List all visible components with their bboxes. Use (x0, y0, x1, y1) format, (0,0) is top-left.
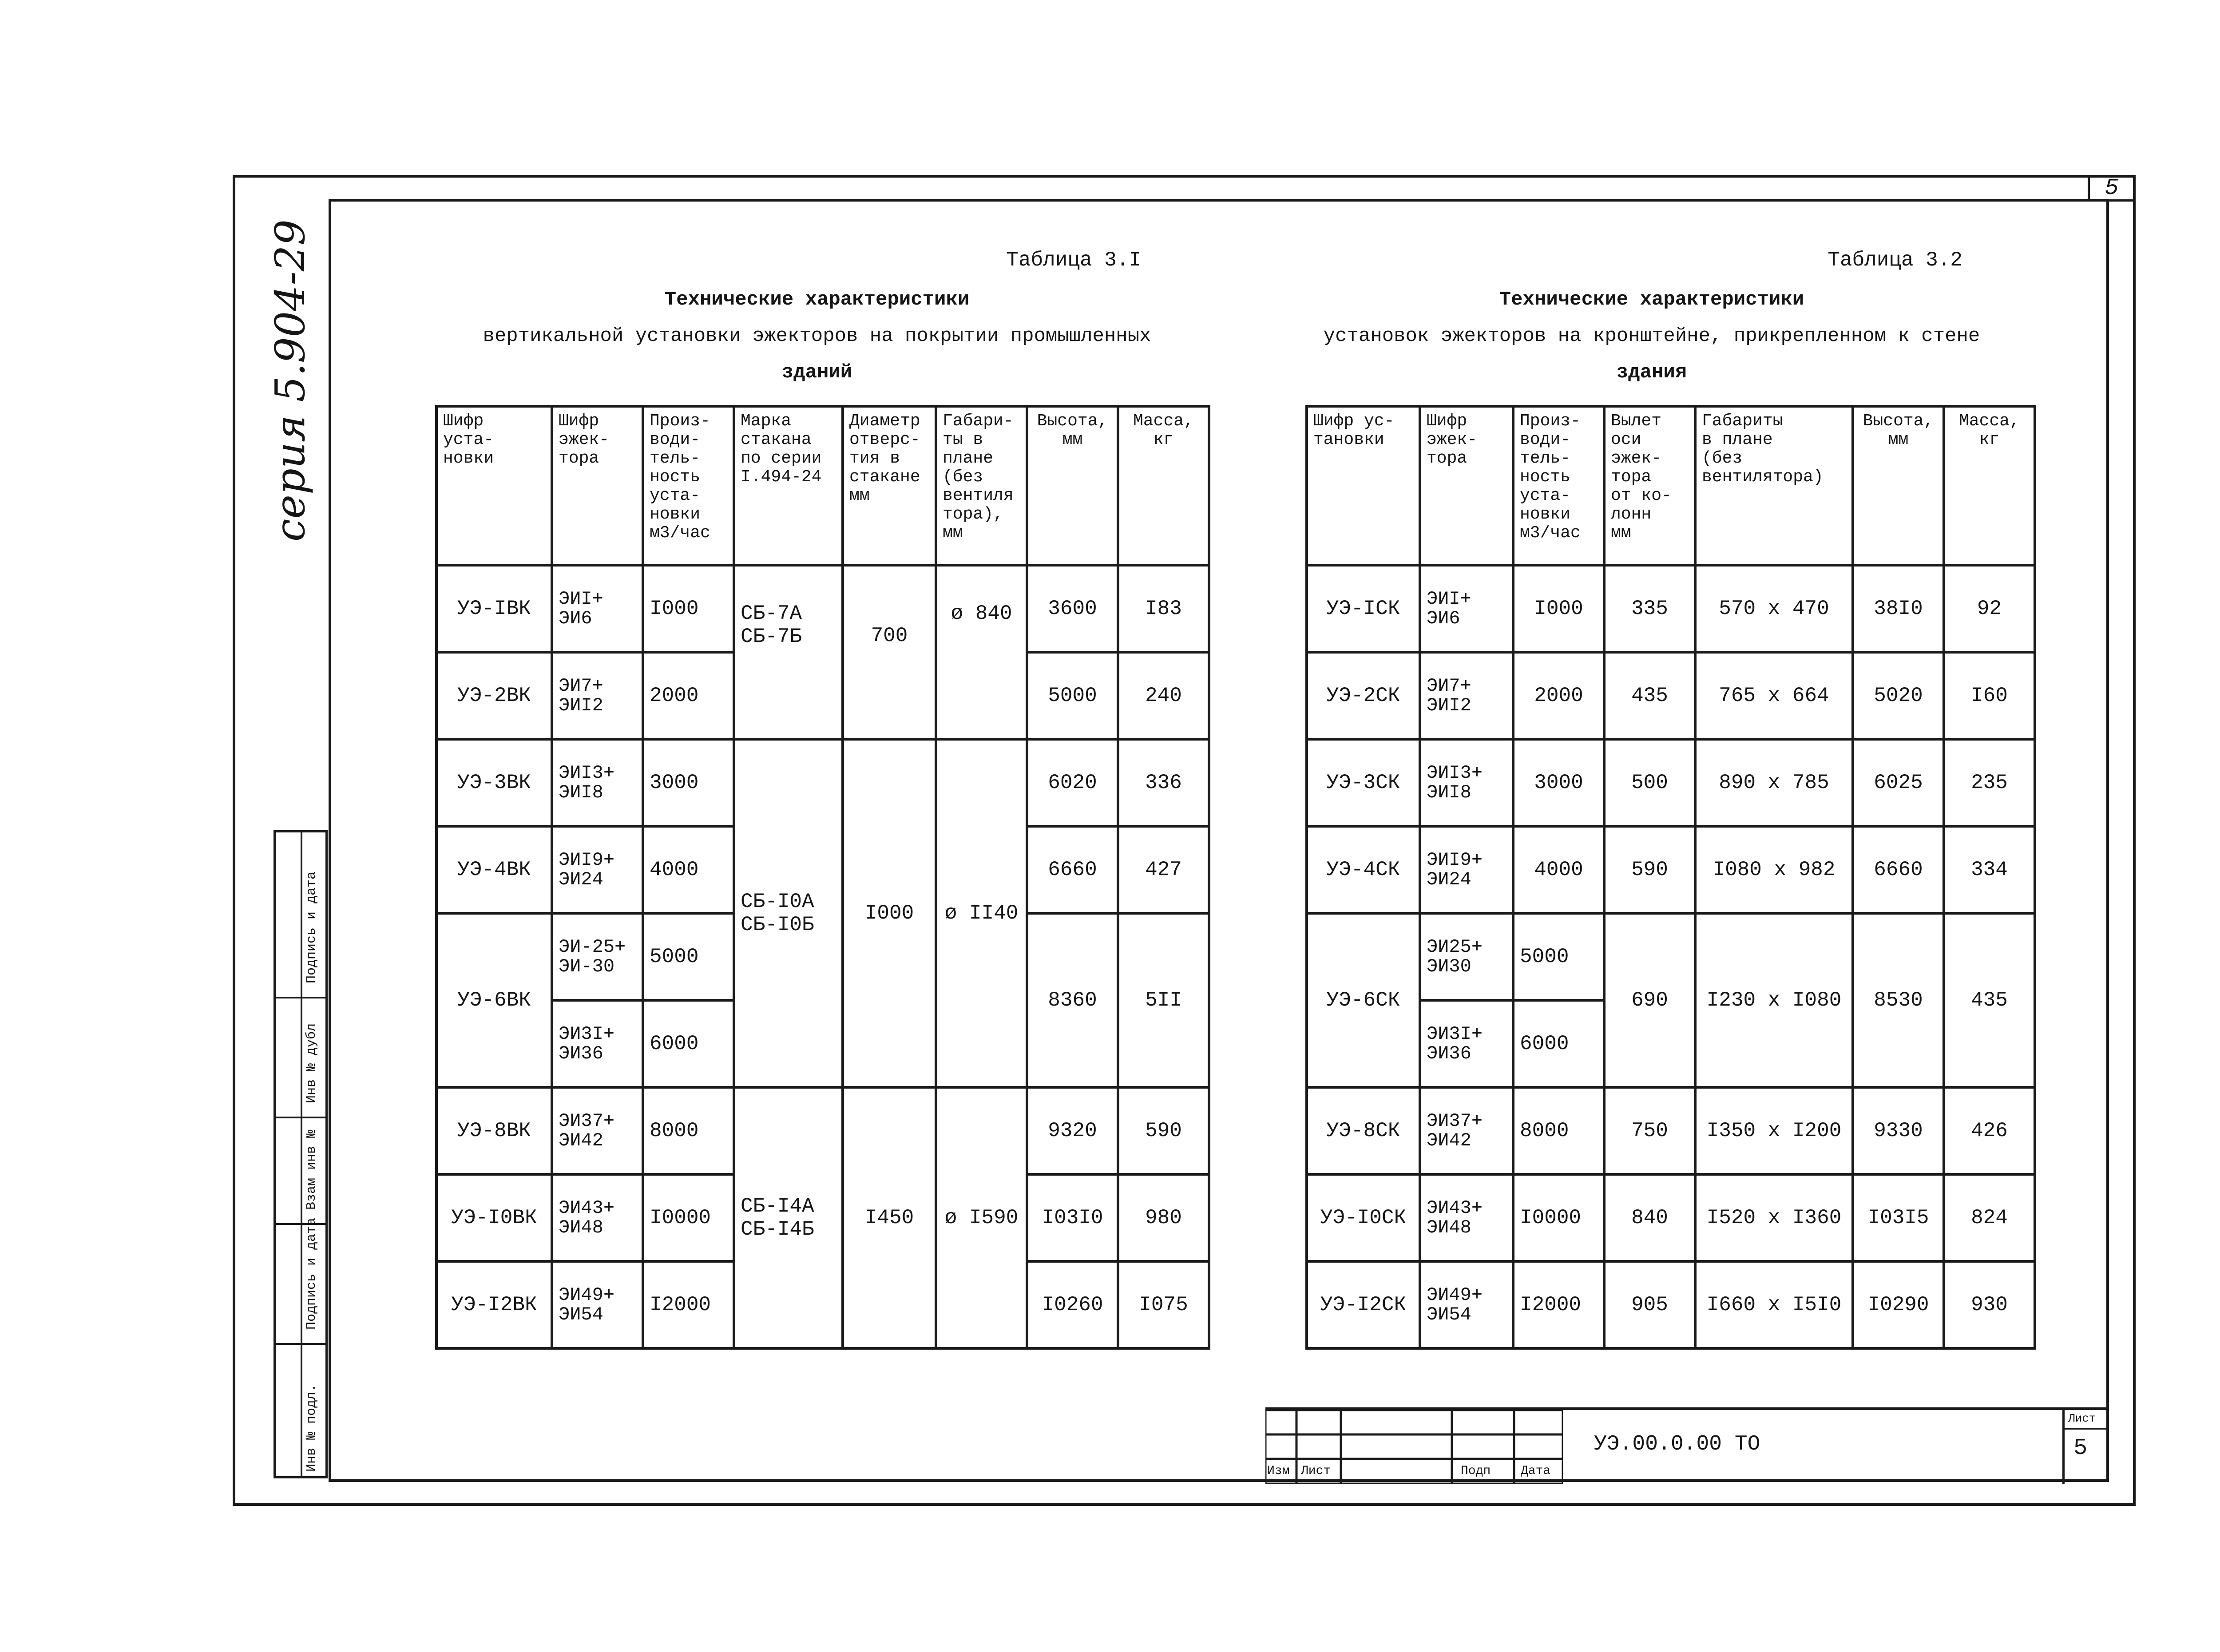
table1-cell-ejector: ЭИ49+ ЭИ54 (552, 1261, 643, 1348)
table1-header-ejector: Шифр эжек- тора (552, 406, 643, 565)
table2-cell-ejector: ЭИ3I+ ЭИ36 (1420, 1000, 1513, 1087)
table2-cell-unit: УЭ-4СК (1307, 826, 1420, 913)
table1-cell-capacity: 2000 (643, 652, 734, 739)
table2-cell-mass: 334 (1944, 826, 2035, 913)
table1-header-height: Высота, мм (1027, 406, 1118, 565)
table2-cell-dims: 765 x 664 (1695, 652, 1853, 739)
table1-cell-unit: УЭ-4ВК (436, 826, 552, 913)
title-block-sheet-value: 5 (2073, 1435, 2088, 1461)
table1-cell-mass: 427 (1118, 826, 1209, 913)
title-block-sheet-label: Лист (2068, 1412, 2096, 1425)
table2-number: Таблица 3.2 (1828, 249, 1962, 272)
table2-cell-ejector: ЭИI9+ ЭИ24 (1420, 826, 1513, 913)
table2-cell-unit: УЭ-3СК (1307, 739, 1420, 826)
table-3-1 (435, 405, 1210, 1350)
table2-cell-capacity: I000 (1513, 565, 1604, 652)
table1-cell-brand: СБ-I4А СБ-I4Б (734, 1087, 843, 1348)
table2-cell-reach: 590 (1604, 826, 1695, 913)
table2-cell-ejector: ЭИ7+ ЭИI2 (1420, 652, 1513, 739)
table2-cell-capacity: 3000 (1513, 739, 1604, 826)
table2-cell-dims: I660 x I5I0 (1695, 1261, 1853, 1348)
table1-number: Таблица 3.I (1006, 249, 1141, 272)
table2-cell-reach: 335 (1604, 565, 1695, 652)
table1-header-diameter: Диаметр отверс- тия в стакане мм (843, 406, 936, 565)
table1-cell-ejector: ЭИ37+ ЭИ42 (552, 1087, 643, 1174)
table2-cell-dims: 570 x 470 (1695, 565, 1853, 652)
table1-header-row (436, 406, 1209, 565)
table-row (1307, 652, 2035, 739)
table-row (1307, 826, 2035, 913)
table2-cell-capacity: I2000 (1513, 1261, 1604, 1348)
table2-cell-capacity: I0000 (1513, 1174, 1604, 1261)
table2-cell-unit: УЭ-6СК (1307, 913, 1420, 1087)
table1-cell-height: 6660 (1027, 826, 1118, 913)
table2-cell-height: 9330 (1853, 1087, 1944, 1174)
table2-header-capacity: Произ- води- тель- ность уста- новки м3/час (1513, 406, 1604, 565)
table1-header-capacity: Произ- води- тель- ность уста- новки м3/час (643, 406, 734, 565)
series-stamp: серия 5.904-29 (266, 219, 314, 542)
table2-cell-mass: 435 (1944, 913, 2035, 1087)
table1-cell-height: 9320 (1027, 1087, 1118, 1174)
table1-cell-unit: УЭ-3ВК (436, 739, 552, 826)
table2-cell-reach: 840 (1604, 1174, 1695, 1261)
table1-cell-height: 8360 (1027, 913, 1118, 1087)
table1-cell-unit: УЭ-8ВК (436, 1087, 552, 1174)
title-block-sheet-cell (2062, 1410, 2109, 1484)
table2-cell-height: 38I0 (1853, 565, 1944, 652)
title-block (1265, 1407, 2109, 1484)
table2-cell-dims: I520 x I360 (1695, 1174, 1853, 1261)
table-row (1307, 565, 2035, 652)
table1-cell-capacity: I0000 (643, 1174, 734, 1261)
table-row (436, 1087, 1209, 1174)
title-block-label-sheet: Лист (1301, 1464, 1331, 1478)
table2-header-row (1307, 406, 2035, 565)
table2-header-unit: Шифр ус- тановки (1307, 406, 1420, 565)
table2-cell-reach: 500 (1604, 739, 1695, 826)
table2-cell-dims: 890 x 785 (1695, 739, 1853, 826)
table2-title: Технические характеристики (1499, 289, 1804, 311)
table1-header-unit: Шифр уста- новки (436, 406, 552, 565)
table2-cell-height: 5020 (1853, 652, 1944, 739)
table1-cell-mass: 590 (1118, 1087, 1209, 1174)
table2-cell-ejector: ЭИI+ ЭИ6 (1420, 565, 1513, 652)
table1-subtitle-2: зданий (781, 361, 852, 384)
table2-cell-unit: УЭ-I0СК (1307, 1174, 1420, 1261)
table2-cell-reach: 905 (1604, 1261, 1695, 1348)
title-block-label-date: Дата (1521, 1464, 1551, 1478)
table-row (1307, 1087, 2035, 1174)
table1-cell-height: 5000 (1027, 652, 1118, 739)
table2-cell-unit: УЭ-I2СК (1307, 1261, 1420, 1348)
approval-strip (274, 830, 328, 1478)
table2-cell-height: 8530 (1853, 913, 1944, 1087)
table2-cell-dims: I230 x I080 (1695, 913, 1853, 1087)
table2-cell-dims: I080 x 982 (1695, 826, 1853, 913)
side-label-inv-duplicate: Инв № дубл (304, 1023, 319, 1103)
table2-header-mass: Масса, кг (1944, 406, 2035, 565)
side-label-inv-original: Инв № подл. (304, 1383, 319, 1472)
table2-header-height: Высота, мм (1853, 406, 1944, 565)
table1-cell-ejector: ЭИ7+ ЭИI2 (552, 652, 643, 739)
table1-cell-unit: УЭ-I0ВК (436, 1174, 552, 1261)
table1-cell-unit: УЭ-6ВК (436, 913, 552, 1087)
table2-cell-capacity: 2000 (1513, 652, 1604, 739)
table2-cell-unit: УЭ-8СК (1307, 1087, 1420, 1174)
table1-cell-mass: 336 (1118, 739, 1209, 826)
table2-cell-mass: 426 (1944, 1087, 2035, 1174)
table-row (1307, 1174, 2035, 1261)
table1-cell-ejector: ЭИI+ ЭИ6 (552, 565, 643, 652)
table2-header-reach: Вылет оси эжек- тора от ко- лонн мм (1604, 406, 1695, 565)
table1-cell-brand: СБ-7А СБ-7Б (734, 565, 843, 739)
table1-cell-height: 6020 (1027, 739, 1118, 826)
table2-cell-mass: 824 (1944, 1174, 2035, 1261)
table2-cell-capacity: 6000 (1513, 1000, 1604, 1087)
table2-cell-dims: I350 x I200 (1695, 1087, 1853, 1174)
table1-cell-mass: 240 (1118, 652, 1209, 739)
table1-header-dims: Габари- ты в плане (без вентиля тора), мм (936, 406, 1027, 565)
table1-cell-ejector: ЭИ-25+ ЭИ-30 (552, 913, 643, 1000)
table1-cell-dims: ø II40 (936, 739, 1027, 1087)
document-code: УЭ.00.0.00 ТО (1594, 1432, 1760, 1456)
table1-cell-ejector: ЭИI3+ ЭИI8 (552, 739, 643, 826)
table1-cell-unit: УЭ-IВК (436, 565, 552, 652)
table1-cell-capacity: I2000 (643, 1261, 734, 1348)
table1-cell-dims: ø I590 (936, 1087, 1027, 1348)
table1-cell-dims: ø 840 (936, 565, 1027, 739)
table1-cell-unit: УЭ-I2ВК (436, 1261, 552, 1348)
top-sheet-number: 5 (2088, 175, 2136, 202)
table1-cell-capacity: 6000 (643, 1000, 734, 1087)
table1-header-brand: Марка стакана по серии I.494-24 (734, 406, 843, 565)
table2-cell-reach: 435 (1604, 652, 1695, 739)
table-3-2 (1305, 405, 2036, 1350)
table-row (1307, 1261, 2035, 1348)
table1-cell-ejector: ЭИ43+ ЭИ48 (552, 1174, 643, 1261)
table1-cell-diameter: 700 (843, 565, 936, 739)
table1-cell-diameter: I000 (843, 739, 936, 1087)
table1-cell-unit: УЭ-2ВК (436, 652, 552, 739)
title-block-label-change: Изм (1267, 1464, 1290, 1478)
approval-strip-labels (276, 832, 325, 1476)
table2-cell-ejector: ЭИ49+ ЭИ54 (1420, 1261, 1513, 1348)
table1-cell-height: I0260 (1027, 1261, 1118, 1348)
table2-cell-ejector: ЭИ43+ ЭИ48 (1420, 1174, 1513, 1261)
table-row (1307, 739, 2035, 826)
table1-cell-capacity: 5000 (643, 913, 734, 1000)
table1-cell-mass: 5II (1118, 913, 1209, 1087)
table2-subtitle: установок эжекторов на кронштейне, прикрепленном к стене (1323, 325, 1980, 347)
table1-cell-capacity: I000 (643, 565, 734, 652)
table2-cell-capacity: 8000 (1513, 1087, 1604, 1174)
table2-cell-ejector: ЭИ25+ ЭИ30 (1420, 913, 1513, 1000)
table1-cell-height: I03I0 (1027, 1174, 1118, 1261)
table2-cell-height: 6660 (1853, 826, 1944, 913)
table2-cell-capacity: 4000 (1513, 826, 1604, 913)
side-label-signature-date-1: Подпись и дата (304, 1217, 319, 1330)
table1-cell-capacity: 4000 (643, 826, 734, 913)
side-label-signature-date-2: Подпись и дата (304, 871, 319, 983)
table1-cell-mass: I83 (1118, 565, 1209, 652)
table2-cell-capacity: 5000 (1513, 913, 1604, 1000)
title-block-label-sign: Подп (1461, 1464, 1491, 1478)
side-label-replaced-inv: Взам инв № (304, 1129, 319, 1210)
table2-subtitle-2: здания (1616, 361, 1687, 384)
table2-cell-mass: I60 (1944, 652, 2035, 739)
table2-cell-unit: УЭ-2СК (1307, 652, 1420, 739)
table1-subtitle: вертикальной установки эжекторов на покрытии промышленных (483, 325, 1151, 347)
table1-cell-capacity: 8000 (643, 1087, 734, 1174)
table2-header-ejector: Шифр эжек- тора (1420, 406, 1513, 565)
table2-cell-ejector: ЭИI3+ ЭИI8 (1420, 739, 1513, 826)
table2-cell-ejector: ЭИ37+ ЭИ42 (1420, 1087, 1513, 1174)
table2-cell-reach: 750 (1604, 1087, 1695, 1174)
table1-cell-mass: I075 (1118, 1261, 1209, 1348)
table2-cell-mass: 92 (1944, 565, 2035, 652)
table2-cell-height: I03I5 (1853, 1174, 1944, 1261)
table2-cell-mass: 235 (1944, 739, 2035, 826)
table2-cell-unit: УЭ-IСК (1307, 565, 1420, 652)
table1-cell-height: 3600 (1027, 565, 1118, 652)
table1-cell-capacity: 3000 (643, 739, 734, 826)
table1-title: Технические характеристики (664, 289, 970, 311)
table-row (436, 739, 1209, 826)
table2-header-dims: Габариты в плане (без вентилятора) (1695, 406, 1853, 565)
table1-cell-ejector: ЭИI9+ ЭИ24 (552, 826, 643, 913)
table2-cell-height: 6025 (1853, 739, 1944, 826)
table1-cell-ejector: ЭИ3I+ ЭИ36 (552, 1000, 643, 1087)
table2-cell-mass: 930 (1944, 1261, 2035, 1348)
table-row (1307, 913, 2035, 1000)
table1-cell-brand: СБ-I0А СБ-I0Б (734, 739, 843, 1087)
table1-cell-diameter: I450 (843, 1087, 936, 1348)
table1-header-mass: Масса, кг (1118, 406, 1209, 565)
table2-cell-reach: 690 (1604, 913, 1695, 1087)
table1-cell-mass: 980 (1118, 1174, 1209, 1261)
table-row (436, 565, 1209, 652)
table2-cell-height: I0290 (1853, 1261, 1944, 1348)
